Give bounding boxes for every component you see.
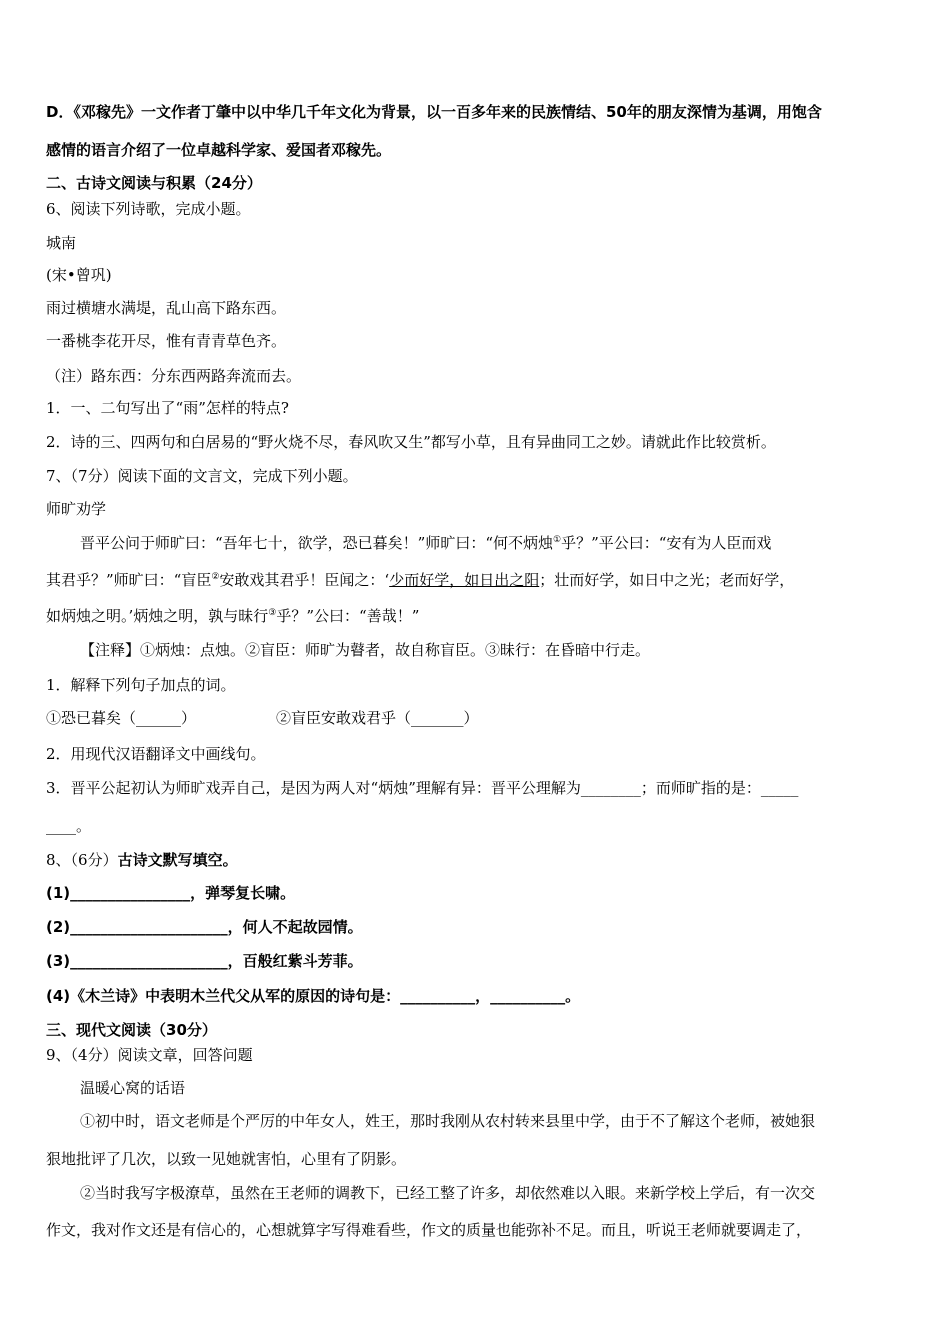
q8-item3: (3)_____________________，百般红紫斗芳菲。 [46, 952, 363, 970]
article-p2-line2: 作文，我对作文还是有信心的，心想就算字写得难看些，作文的质量也能弥补不足。而且，听说王老师就要调走了， [46, 1221, 812, 1239]
q7-sub1-items [46, 708, 479, 728]
q7-sub1-b: ②盲臣安敢戏君乎（_______） [276, 709, 479, 727]
article-title: 温暖心窝的话语 [80, 1079, 186, 1097]
q7-sub3-line1: 3．晋平公起初认为师旷戏弄自己，是因为两人对“炳烛”理解有异：晋平公理解为________；而师旷指的是：_____ [46, 779, 799, 797]
q7-stem: 7、（7分）阅读下面的文言文，完成下列小题。 [46, 467, 358, 485]
q7-sub1: 1．解释下列句子加点的词。 [46, 676, 236, 694]
section3-heading: 三、现代文阅读（30分） [46, 1021, 217, 1039]
footnote-mark-3: ③ [268, 608, 277, 618]
poem-title: 城南 [46, 234, 77, 252]
option-d-line1: D．《邓稼先》一文作者丁肇中以中华几千年文化为背景，以一百多年来的民族情结、50年的朋友深情为基调，用饱含 [46, 103, 822, 121]
classical-text-line1 [80, 533, 771, 553]
classical-text-seg: 如炳烛之明。’炳烛之明，孰与昧行 [46, 607, 269, 625]
q8-item2: (2)_____________________，何人不起故园情。 [46, 918, 363, 936]
poem-line-2: 一番桃李花开尽，惟有青青草色齐。 [46, 332, 287, 350]
classical-text-seg: 乎？”公曰：“善哉！” [276, 607, 420, 625]
q6-sub2: 2．诗的三、四两句和白居易的“野火烧不尽，春风吹又生”都写小草，且有异曲同工之妙。请就此作比较赏析。 [46, 433, 776, 451]
q7-sub1-a: ①恐已暮矣（______） [46, 709, 197, 727]
article-p1-line2: 狠地批评了几次，以致一见她就害怕，心里有了阴影。 [46, 1150, 407, 1168]
q7-sub3-line2: ____。 [46, 817, 92, 835]
q6-sub1: 1．一、二句写出了“雨”怎样的特点? [46, 399, 289, 417]
classical-text-seg: 其君乎？”师旷曰：“盲臣 [46, 571, 212, 589]
article-p1-line1: ①初中时，语文老师是个严厉的中年女人，姓王，那时我刚从农村转来县里中学，由于不了解这个老师，被她狠 [80, 1112, 816, 1130]
footnote-mark-1: ① [553, 535, 562, 545]
poem-author: (宋•曾巩) [46, 266, 112, 284]
underlined-sentence: 少而好学，如日出之阳 [389, 571, 540, 589]
classical-text-seg: 晋平公问于师旷曰：“吾年七十，欲学，恐已暮矣！”师旷曰：“何不炳烛 [80, 534, 554, 552]
classical-text-seg: 安敢戏其君乎！臣闻之：‘ [219, 571, 390, 589]
classical-text-line3 [46, 606, 419, 626]
option-d-line2: 感情的语言介绍了一位卓越科学家、爱国者邓稼先。 [46, 141, 392, 159]
q6-stem: 6、阅读下列诗歌，完成小题。 [46, 200, 251, 218]
q8-item1: (1)________________，弹琴复长啸。 [46, 884, 296, 902]
classical-text-seg: 乎？”平公曰：“安有为人臣而戏 [561, 534, 772, 552]
classical-text-line2 [46, 570, 794, 590]
q8-points: 8、（6分） [46, 851, 118, 869]
poem-line-1: 雨过横塘水满堤，乱山高下路东西。 [46, 299, 287, 317]
q8-stem [46, 850, 238, 870]
q7-sub2: 2．用现代汉语翻译文中画线句。 [46, 745, 266, 763]
section2-heading: 二、古诗文阅读与积累（24分） [46, 174, 262, 192]
q8-instruction: 古诗文默写填空。 [117, 851, 238, 869]
annotation: 【注释】①炳烛：点烛。②盲臣：师旷为瞽者，故自称盲臣。③昧行：在昏暗中行走。 [80, 641, 651, 659]
q9-stem: 9、（4分）阅读文章，回答问题 [46, 1046, 253, 1064]
poem-note: （注）路东西：分东西两路奔流而去。 [46, 367, 302, 385]
q8-item4: (4)《木兰诗》中表明木兰代父从军的原因的诗句是：__________，__________。 [46, 987, 581, 1005]
classical-text-seg: ；壮而好学，如日中之光；老而好学， [539, 571, 795, 589]
q7-title: 师旷劝学 [46, 500, 107, 518]
footnote-mark-2: ② [211, 572, 220, 582]
article-p2-line1: ②当时我写字极潦草，虽然在王老师的调教下，已经工整了许多，却依然难以入眼。来新学校上学后，有一次交 [80, 1184, 816, 1202]
